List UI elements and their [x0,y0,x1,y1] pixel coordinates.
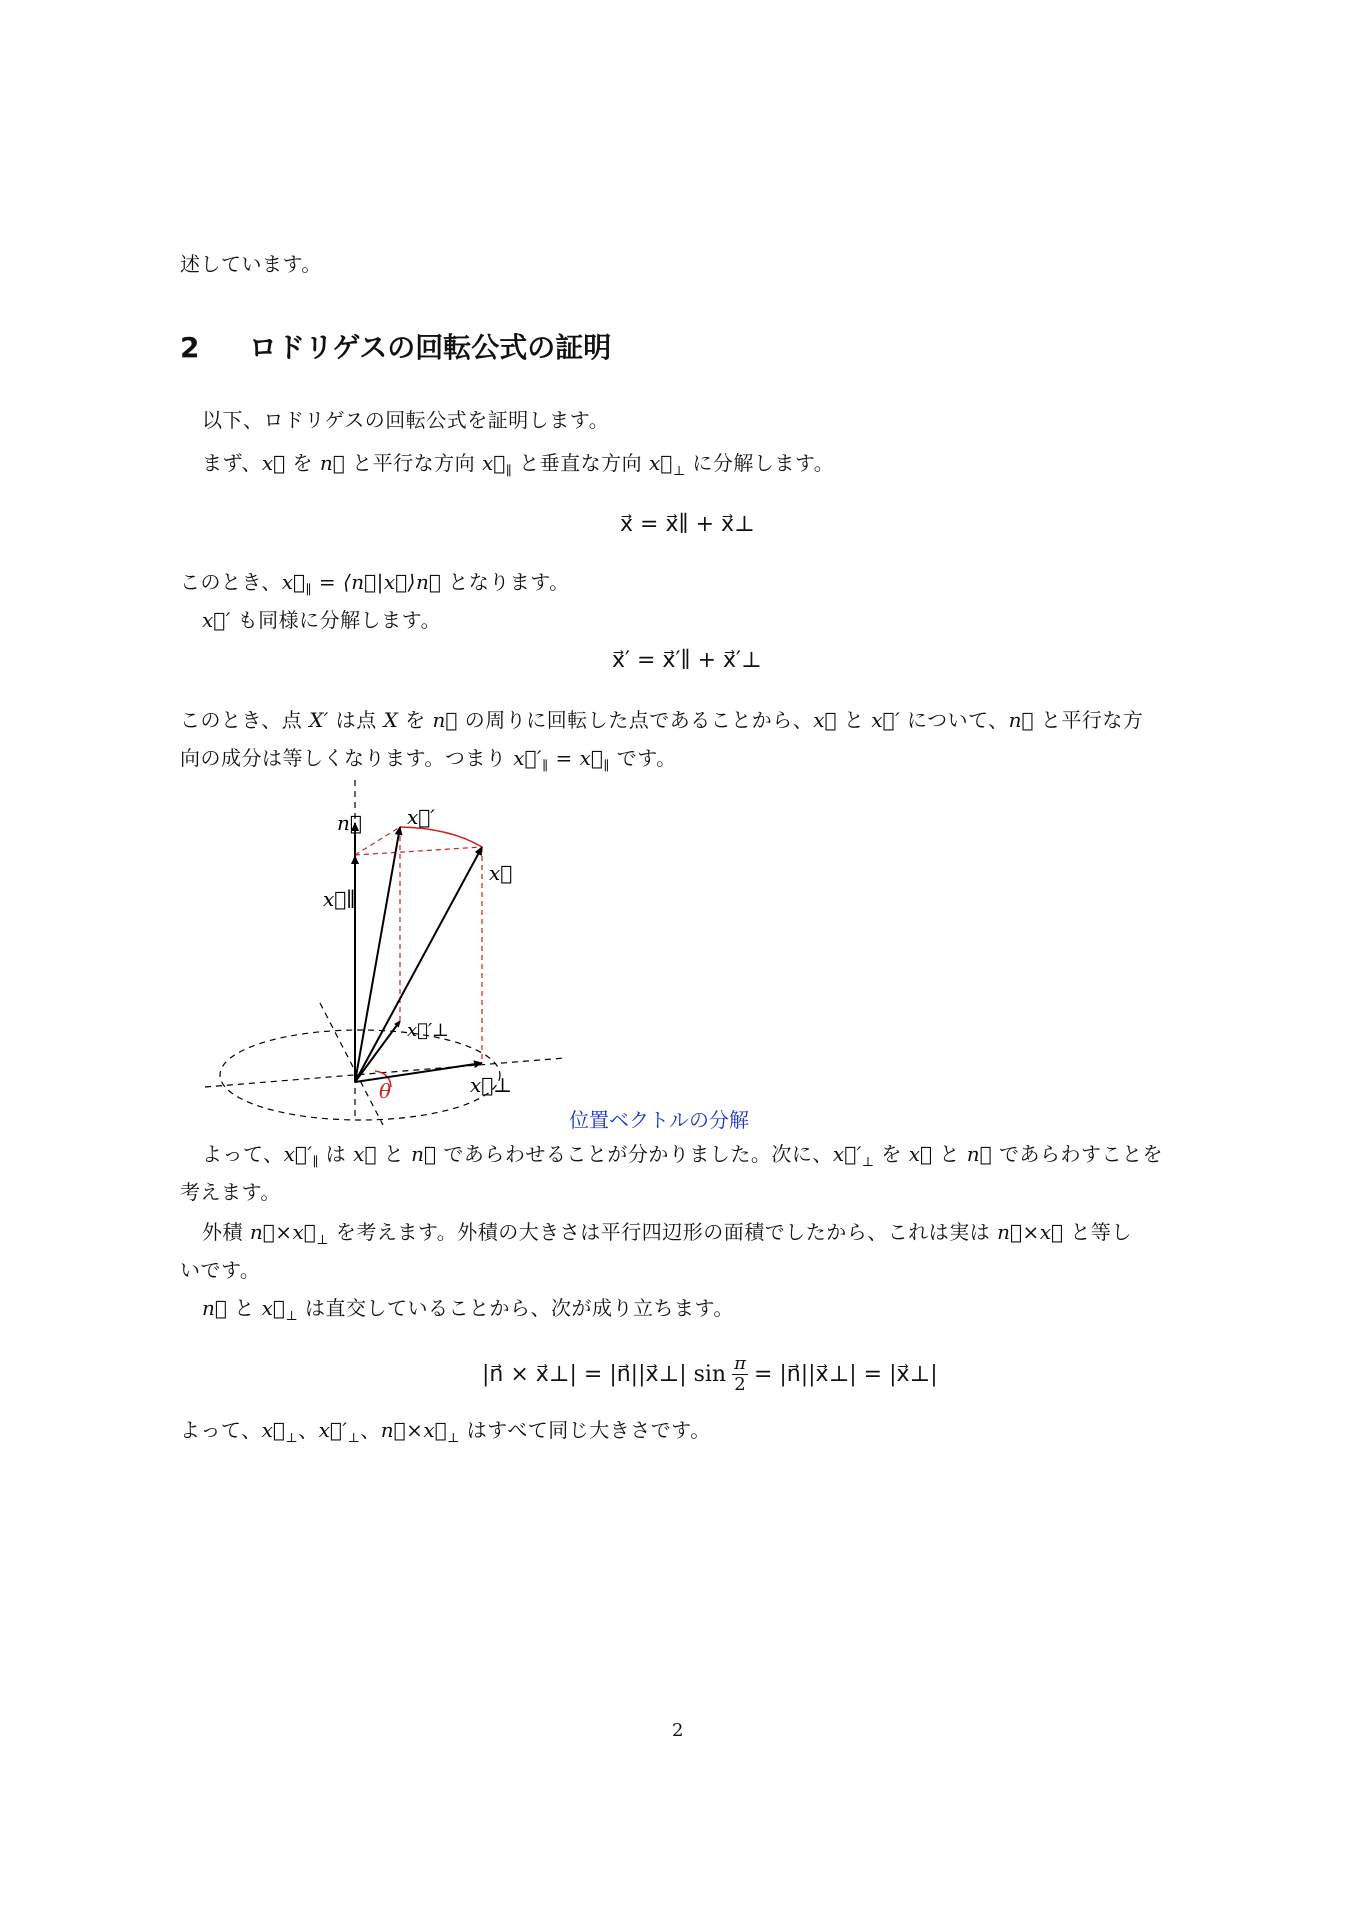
paragraph-7-line-1: 外積 $n⃗\times x⃗_\perp$ を考えます。外積の大きさは平行四辺形の面積でしたから、これは実は n⃗×x⃗ と等し [202,1220,1132,1248]
label-x-prime-perp: x⃗′⊥ [407,1020,449,1041]
label-x-par: x⃗∥ [323,887,356,911]
label-n: n⃗ [337,811,362,835]
paragraph-5-line-1: このとき、点 X′ は点 X を n⃗ の周りに回転した点であることから、x⃗ と x⃗′ について、n⃗ と平行な方 [180,708,1144,732]
math-x-par: $x⃗_\parallel$ [482,451,513,479]
intro-tail: 述しています。 [180,252,322,276]
label-x: x⃗ [489,861,513,885]
x-vector [355,847,482,1082]
paragraph-6-line-2: 考えます。 [180,1180,281,1204]
paragraph-7-line-2: いです。 [180,1258,261,1282]
label-x-perp: x⃗⊥ [470,1073,513,1097]
section-heading [180,326,611,366]
math-x-perp: $x⃗_\perp$ [649,451,686,479]
paragraph-2: まず、x⃗ を n⃗ と平行な方向 $x⃗_\parallel$ と垂直な方向 $x⃗_\perp$ に分解します。 [202,451,835,479]
paragraph-6-line-1: よって、$x⃗'_\parallel$ は x⃗ と n⃗ であらわせることが分かりました。次に、$x⃗'_\perp$ を x⃗ と n⃗ であらわすことを [202,1142,1163,1170]
math-x-par-eq: $x⃗_\parallel$ = ⟨n⃗|x⃗⟩n⃗ [281,570,442,598]
equation-3: |n⃗ × x⃗⊥| = |n⃗||x⃗⊥| sin $\frac{\pi}{2}$ = |n⃗||x⃗⊥| = |x⃗⊥| [482,1353,938,1395]
equation-2: x⃗′ = x⃗′∥ + x⃗′⊥ [612,648,762,673]
paragraph-3: このとき、$x⃗_\parallel$ = ⟨n⃗|x⃗⟩n⃗ となります。 [180,570,570,598]
rotation-arc [400,827,482,847]
section-number: 2 [180,331,200,364]
math-n: n⃗ [319,451,346,475]
depth-axis-dashed [320,1003,383,1125]
vector-decomposition-figure [195,780,585,1130]
page-number: 2 [672,1720,684,1741]
x-perp-vector [355,1063,482,1082]
math-x-prime: x⃗′ [202,608,231,632]
paragraph-8: n⃗ と $x⃗_\perp$ は直交していることから、次が成り立ちます。 [202,1296,734,1324]
paragraph-9: よって、$x⃗_\perp$、$x⃗'_\perp$、$n⃗\times x⃗_\perp$ はすべて同じ大きさです。 [180,1418,711,1446]
paragraph-1: 以下、ロドリゲスの回転公式を証明します。 [202,408,610,432]
label-theta: θ [379,1079,392,1103]
section-title: ロドリゲスの回転公式の証明 [248,331,612,364]
equation-1: x⃗ = x⃗∥ + x⃗⊥ [620,512,755,537]
x-prime-vector [355,827,400,1082]
label-x-prime: x⃗′ [407,805,435,829]
figure-caption: 位置ベクトルの分解 [569,1108,749,1132]
pi-over-2-fraction: $\frac{\pi}{2}$ [734,1353,746,1395]
paragraph-4: x⃗′ も同様に分解します。 [202,608,442,632]
paragraph-5-line-2: 向の成分は等しくなります。つまり $x⃗'_\parallel$ = $x⃗_\parallel$ です。 [180,746,677,774]
math-x: x⃗ [261,451,286,475]
